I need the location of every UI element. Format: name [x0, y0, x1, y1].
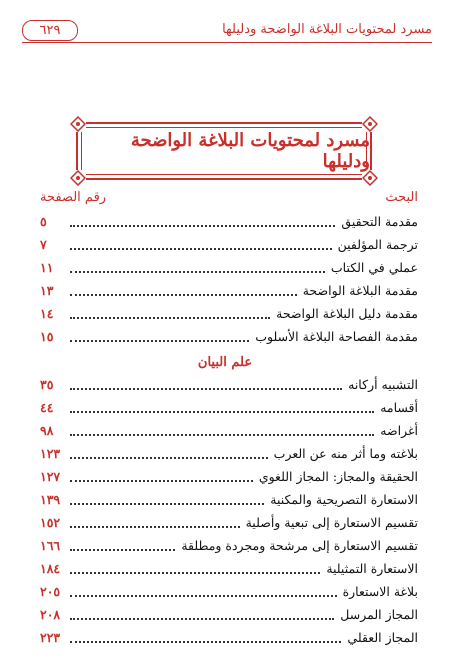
toc-row [40, 605, 418, 625]
toc-row [40, 398, 418, 418]
toc-row [40, 628, 418, 648]
column-headers [40, 190, 418, 208]
toc-page: ١٥٢ [40, 515, 61, 530]
toc-row [40, 327, 418, 347]
toc-page: ١٣ [40, 283, 54, 298]
dot-leader [70, 503, 264, 505]
toc-row [40, 281, 418, 301]
toc-row [40, 258, 418, 278]
toc-page: ١٢٣ [40, 446, 61, 461]
toc-topic: تقسيم الاستعارة إلى مرشحة ومجردة ومطلقة [181, 538, 418, 553]
dot-leader [70, 457, 268, 459]
toc-page: ١٢٧ [40, 469, 61, 484]
dot-leader [70, 549, 175, 551]
toc-page: ٢٠٥ [40, 584, 61, 599]
running-header [22, 22, 432, 43]
toc-row [40, 235, 418, 255]
toc-row [40, 375, 418, 395]
toc-topic: الاستعارة التمثيلية [326, 561, 418, 576]
toc-page: ٥ [40, 214, 47, 229]
dot-leader [70, 434, 374, 436]
dot-leader [70, 595, 337, 597]
toc-row [40, 582, 418, 602]
toc-row [40, 467, 418, 487]
toc-topic: التشبيه أركانه [348, 377, 418, 392]
toc-row [40, 536, 418, 556]
toc-row [40, 212, 418, 232]
toc-topic: أقسامه [380, 400, 418, 415]
toc-row [40, 444, 418, 464]
toc-page: ١٨٤ [40, 561, 61, 576]
dot-leader [70, 618, 334, 620]
page-title: مسرد لمحتويات البلاغة الواضحة ودليلها [130, 130, 370, 172]
toc-page: ١٣٩ [40, 492, 61, 507]
dot-leader [70, 411, 374, 413]
toc-row [40, 513, 418, 533]
toc-page: ٩٨ [40, 423, 54, 438]
toc-topic: ترجمة المؤلفين [337, 237, 418, 252]
dot-leader [70, 480, 253, 482]
toc-row [40, 490, 418, 510]
toc-row [40, 421, 418, 441]
toc-page: ٢٠٨ [40, 607, 61, 622]
dot-leader [70, 317, 270, 319]
toc-page: ١٥ [40, 329, 54, 344]
toc-topic: بلاغة الاستعارة [342, 584, 418, 599]
page-number: ٦٢٩ [22, 20, 78, 41]
dot-leader [70, 340, 249, 342]
title-frame [76, 122, 372, 180]
dot-leader [70, 572, 320, 574]
toc-topic: مقدمة الفصاحة البلاغة الأسلوب [255, 329, 418, 344]
toc-topic: الاستعارة التصريحية والمكنية [270, 492, 418, 507]
toc-topic: أغراضه [380, 423, 418, 438]
dot-leader [70, 225, 335, 227]
running-title: مسرد لمحتويات البلاغة الواضحة ودليلها [222, 22, 432, 37]
toc-page: ١٤ [40, 306, 54, 321]
toc-page: ٣٥ [40, 377, 54, 392]
dot-leader [70, 526, 240, 528]
toc-page: ١٦٦ [40, 538, 61, 553]
toc-topic: الحقيقة والمجاز: المجاز اللغوي [258, 469, 418, 484]
toc-topic: عملي في الكتاب [330, 260, 418, 275]
toc-topic: بلاغته وما أثر منه عن العرب [273, 446, 418, 461]
toc-topic: مقدمة التحقيق [341, 214, 418, 229]
toc-topic: المجاز المرسل [340, 607, 418, 622]
dot-leader [70, 271, 325, 273]
dot-leader [70, 248, 332, 250]
toc-topic: تقسيم الاستعارة إلى تبعية وأصلية [245, 515, 418, 530]
toc-topic: مقدمة البلاغة الواضحة [302, 283, 418, 298]
toc-page: ٧ [40, 237, 47, 252]
toc-page: ٤٤ [40, 400, 54, 415]
page-column-header: رقم الصفحة [40, 190, 107, 205]
dot-leader [70, 294, 297, 296]
section-heading: علم البيان [197, 355, 253, 370]
toc-topic: مقدمة دليل البلاغة الواضحة [276, 306, 418, 321]
topic-column-header: البحث [385, 190, 418, 205]
toc-row [40, 304, 418, 324]
dot-leader [70, 641, 341, 643]
toc-page: ٢٢٣ [40, 630, 61, 645]
toc-page: ١١ [40, 260, 54, 275]
toc-topic: المجاز العقلي [347, 630, 418, 645]
dot-leader [70, 388, 342, 390]
toc-row [40, 559, 418, 579]
